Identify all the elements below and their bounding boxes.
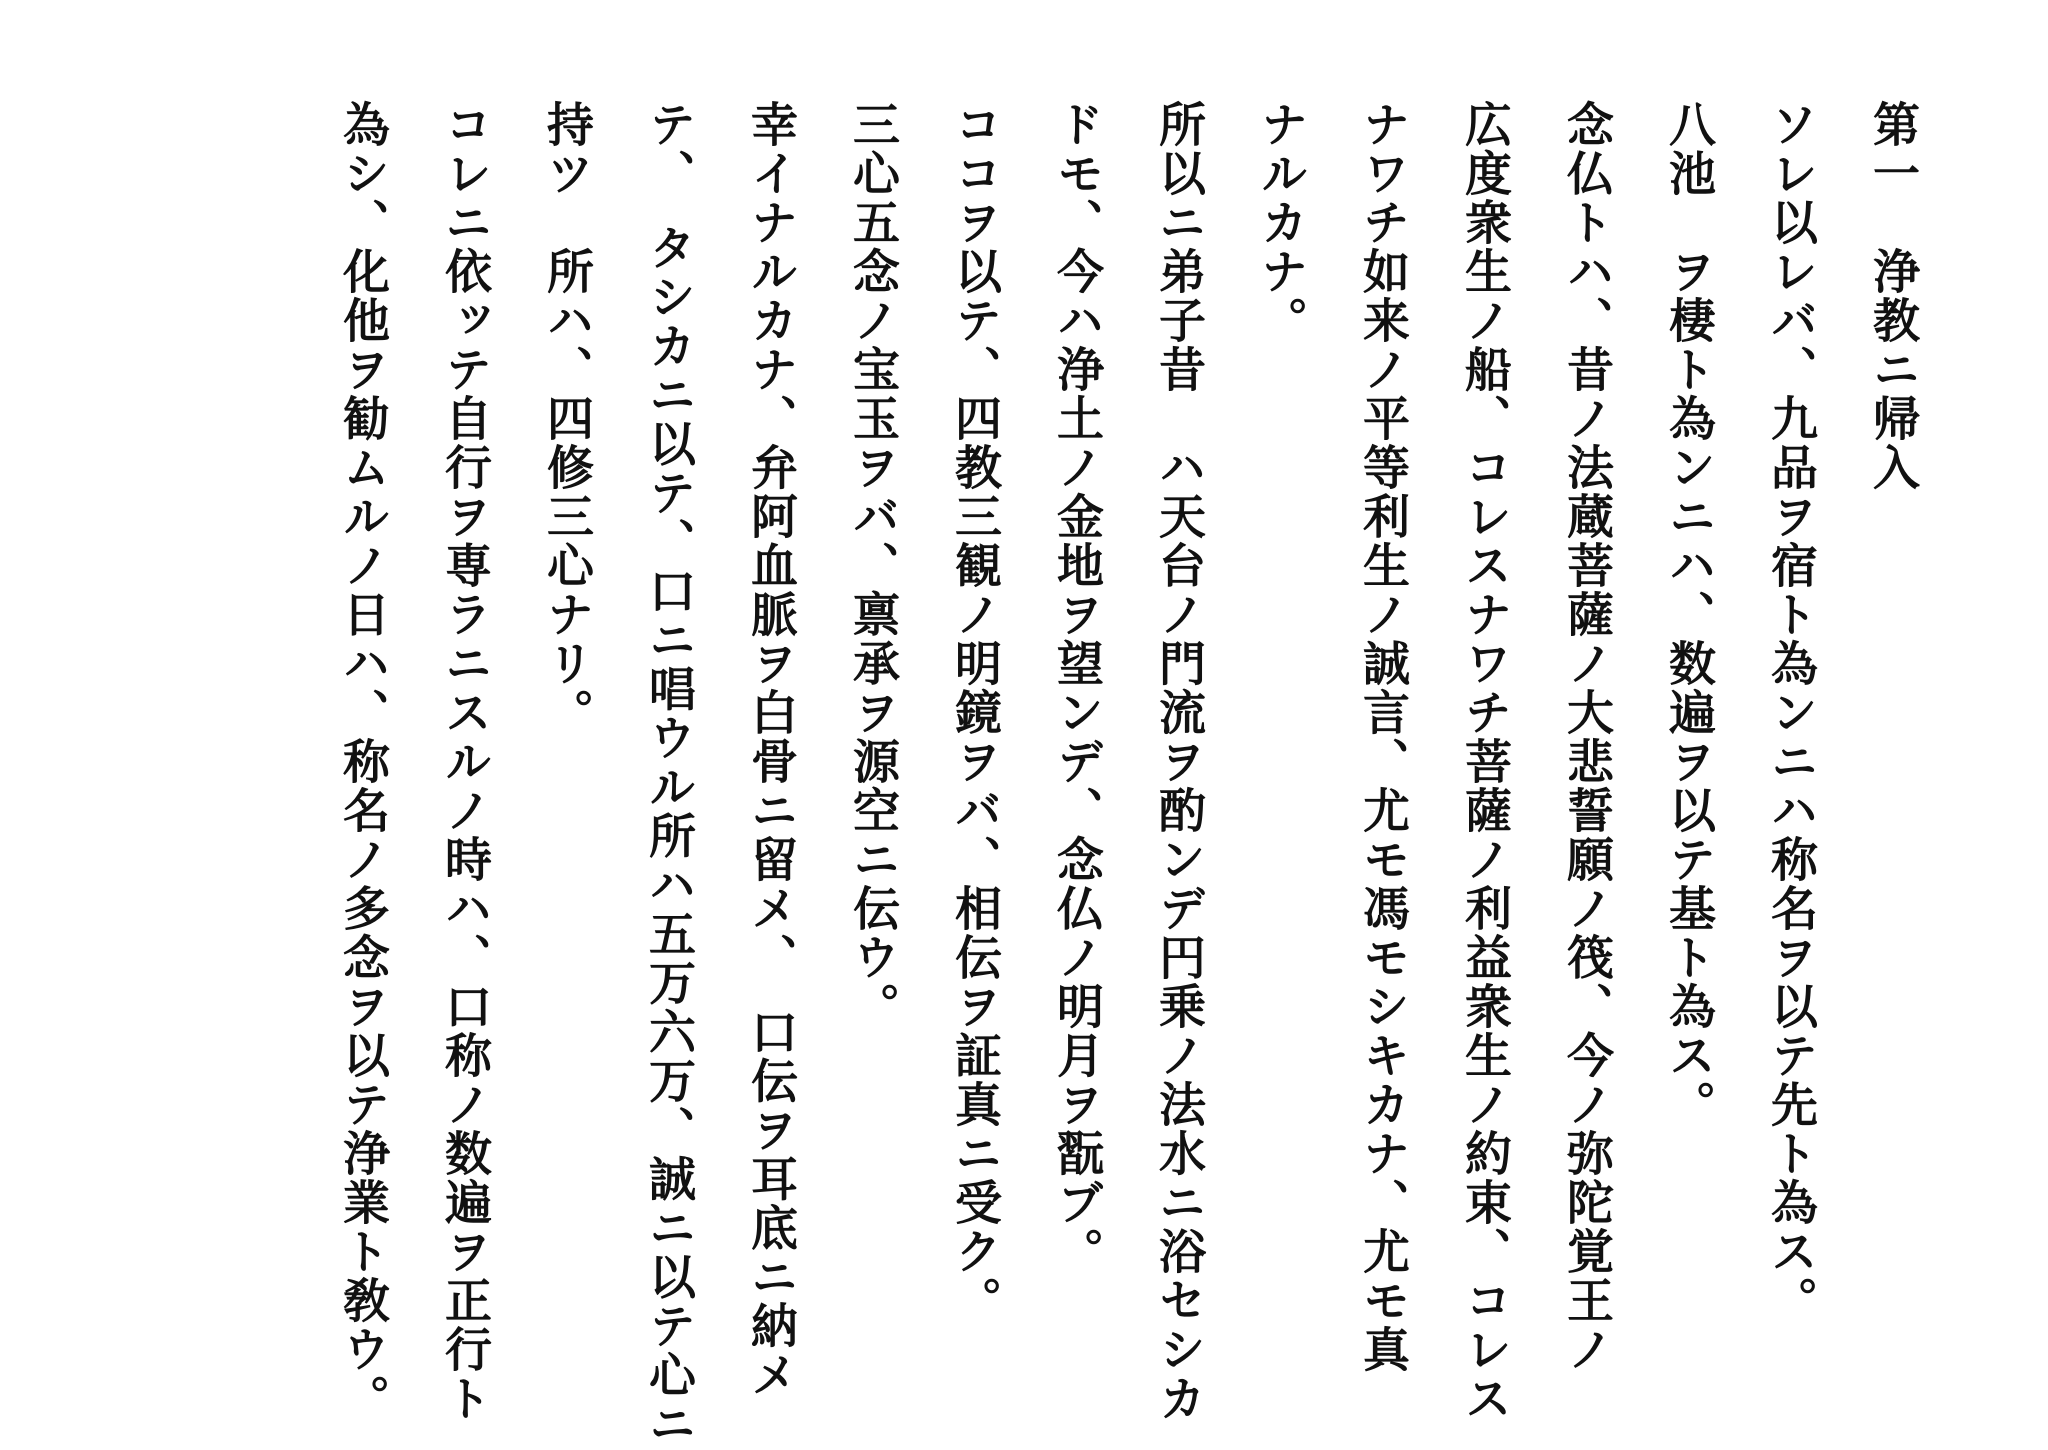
text-line: 為シ、化他ヲ勧ムルノ日ハ、称名ノ多念ヲ以テ浄業ト敎ウ。 [335,100,390,1423]
text-line: 念仏トハ、昔ノ法蔵菩薩ノ大悲誓願ノ筏、今ノ弥陀覚王ノ [1559,100,1614,1374]
section-heading: 第一 浄教ニ帰入 [1865,100,1920,492]
text-line: ナワチ如来ノ平等利生ノ誠言、尤モ馮モシキカナ、尤モ真 [1355,100,1410,1374]
text-line: ソレ以レバ、九品ヲ宿ト為ンニハ称名ヲ以テ先ト為ス。 [1763,100,1818,1325]
text-line: 三心五念ノ宝玉ヲバ、禀承ヲ源空ニ伝ウ。 [845,100,900,1031]
text-line: ドモ、今ハ浄土ノ金地ヲ望ンデ、念仏ノ明月ヲ翫ブ。 [1049,100,1104,1276]
text-line: コレニ依ッテ自行ヲ専ラニスルノ時ハ、口称ノ数遍ヲ正行ト [437,100,492,1423]
text-line: 八池 ヲ棲ト為ンニハ、数遍ヲ以テ基ト為ス。 [1661,100,1716,1129]
text-line: 幸イナルカナ、弁阿血脈ヲ白骨ニ留メ、 口伝ヲ耳底ニ納メ [743,100,798,1400]
text-line: 所以ニ弟子昔 ハ天台ノ門流ヲ酌ンデ円乗ノ法水ニ浴セシカ [1151,100,1206,1423]
text-line: 持ツ 所ハ、四修三心ナリ。 [539,100,594,737]
text-line: ナルカナ。 [1253,100,1308,345]
text-line: 広度衆生ノ船、コレスナワチ菩薩ノ利益衆生ノ約束、コレス [1457,100,1512,1423]
text-line: テ、 タシカニ以テ、口ニ唱ウル所ハ五万六万、誠ニ以テ心ニ [641,100,696,1449]
vertical-text-body [311,100,1943,1449]
text-line: ココヲ以テ、四教三観ノ明鏡ヲバ、相伝ヲ証真ニ受ク。 [947,100,1002,1325]
